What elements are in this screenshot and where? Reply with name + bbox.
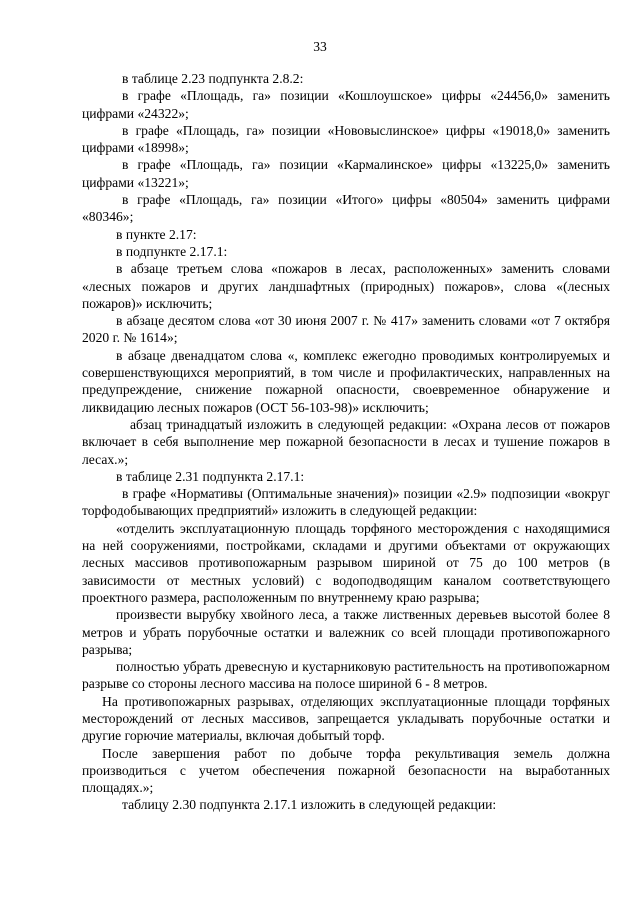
paragraph: произвести вырубку хвойного леса, а также лиственных деревьев высотой более 8 метров и убрать порубочные остатки и валежник со всей площади противопожарного разрыва;: [82, 607, 610, 657]
paragraph: в подпункте 2.17.1:: [116, 243, 228, 259]
paragraph: в графе «Площадь, га» позиции «Итого» цифры «80504» заменить цифрами «80346»;: [82, 192, 610, 225]
paragraph: в абзаце третьем слова «пожаров в лесах, расположенных» заменить словами «лесных пожаров и других ландшафтных (природных) пожаров», слова «(лесных пожаров)» исключить;: [82, 261, 610, 311]
paragraph: в абзаце двенадцатом слова «, комплекс ежегодно проводимых контролируемых и совершенствующихся мероприятий, в том числе и профилактических, направленных на предупреждение, снижение пожарной опасности, своевременное обнаружение и ликвидацию лесных пожаров (ОСТ 56-103-98)» исключить;: [82, 347, 610, 415]
paragraph: таблицу 2.30 подпункта 2.17.1 изложить в следующей редакции:: [122, 797, 497, 813]
paragraph: в графе «Площадь, га» позиции «Нововыслинское» цифры «19018,0» заменить цифрами «18998»;: [82, 122, 610, 156]
paragraph: в абзаце десятом слова «от 30 июня 2007 г. № 417» заменить словами «от 7 октября 2020 г. № 1614»;: [82, 313, 610, 346]
paragraph: в графе «Нормативы (Оптимальные значения)» позиции «2.9» подпозиции «вокруг торфодобывающих предприятий» изложить в следующей редакции:: [82, 486, 610, 519]
page-number: 33: [313, 39, 327, 54]
paragraph: в таблице 2.31 подпункта 2.17.1:: [116, 468, 305, 484]
paragraph: полностью убрать древесную и кустарниковую растительность на противопожарном разрыве со стороны лесного массива на полосе шириной 6 - 8 метров.: [82, 659, 610, 692]
paragraph: в графе «Площадь, га» позиции «Кошлоушское» цифры «24456,0» заменить цифрами «24322»;: [82, 88, 610, 121]
paragraph: абзац тринадцатый изложить в следующей редакции: «Охрана лесов от пожаров включает в себя выполнение мер пожарной безопасности в лесах и тушение пожаров в лесах.»;: [82, 416, 610, 467]
paragraph: в таблице 2.23 подпункта 2.8.2:: [122, 71, 304, 86]
paragraph: в графе «Площадь, га» позиции «Кармалинское» цифры «13225,0» заменить цифрами «13221»;: [82, 157, 610, 190]
paragraph: в пункте 2.17:: [116, 226, 197, 242]
paragraph: На противопожарных разрывах, отделяющих эксплуатационные площади торфяных месторождений от лесных массивов, запрещается укладывать порубочные остатки и другие горючие материалы, включая добытый торф.: [82, 693, 610, 744]
paragraph: После завершения работ по добыче торфа рекультивация земель должна производиться с учетом обеспечения пожарной безопасности на выработанных площадях.»;: [82, 745, 610, 796]
document-body: [82, 70, 610, 814]
paragraph: «отделить эксплуатационную площадь торфяного месторождения с находящимися на ней сооружениями, постройками, складами и другими объектами от окружающих лесных массивов противопожарным разрывом шириной от 75 до 100 метров (в зависимости от местных условий) с водоподводящим каналом соответствующего проектного размера, расположенным по внутреннему краю разрыва;: [82, 520, 610, 605]
